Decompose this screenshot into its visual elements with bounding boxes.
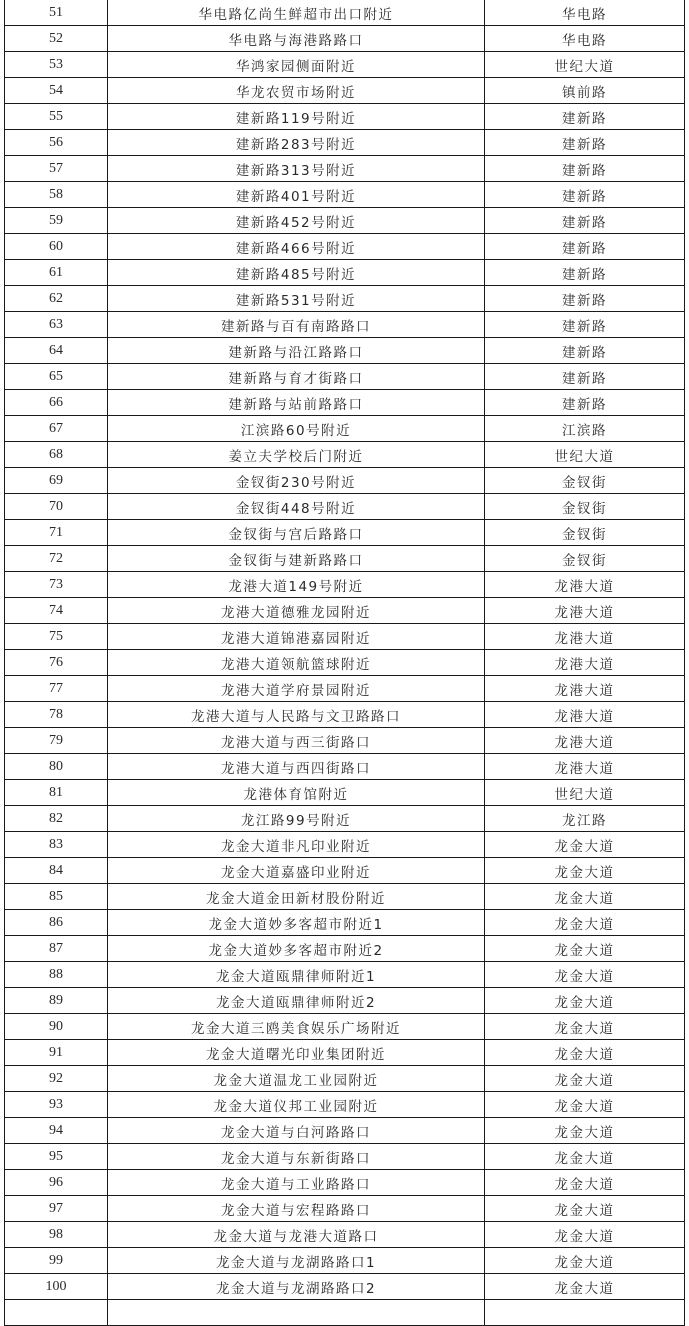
road-cell: 龙金大道 — [485, 1092, 685, 1118]
location-cell: 龙金大道与龙湖路路口1 — [108, 1248, 485, 1274]
table-row — [5, 442, 685, 468]
location-cell: 龙港大道锦港嘉园附近 — [108, 624, 485, 650]
location-cell: 金钗街448号附近 — [108, 494, 485, 520]
row-number-cell: 96 — [5, 1170, 108, 1196]
location-cell: 龙金大道温龙工业园附近 — [108, 1066, 485, 1092]
road-cell: 龙金大道 — [485, 910, 685, 936]
location-cell: 江滨路60号附近 — [108, 416, 485, 442]
location-cell: 龙金大道三鸥美食娱乐广场附近 — [108, 1014, 485, 1040]
row-number-cell: 59 — [5, 208, 108, 234]
location-cell: 龙港大道149号附近 — [108, 572, 485, 598]
table-row — [5, 598, 685, 624]
location-cell — [108, 1300, 485, 1326]
road-cell: 建新路 — [485, 260, 685, 286]
road-cell — [485, 1300, 685, 1326]
road-cell: 世纪大道 — [485, 780, 685, 806]
row-number-cell: 95 — [5, 1144, 108, 1170]
road-cell: 建新路 — [485, 338, 685, 364]
table-row — [5, 832, 685, 858]
row-number-cell: 100 — [5, 1274, 108, 1300]
row-number-cell: 75 — [5, 624, 108, 650]
road-cell: 建新路 — [485, 182, 685, 208]
location-cell: 龙港大道与西三街路口 — [108, 728, 485, 754]
table-row — [5, 1300, 685, 1326]
location-cell: 龙金大道妙多客超市附近2 — [108, 936, 485, 962]
location-cell: 龙金大道非凡印业附近 — [108, 832, 485, 858]
table-row — [5, 390, 685, 416]
location-cell: 华龙农贸市场附近 — [108, 78, 485, 104]
row-number-cell: 65 — [5, 364, 108, 390]
location-cell: 建新路485号附近 — [108, 260, 485, 286]
table-row — [5, 676, 685, 702]
row-number-cell: 52 — [5, 26, 108, 52]
location-cell: 金钗街与宫后路路口 — [108, 520, 485, 546]
row-number-cell: 89 — [5, 988, 108, 1014]
location-cell: 龙金大道与龙湖路路口2 — [108, 1274, 485, 1300]
row-number-cell: 74 — [5, 598, 108, 624]
row-number-cell: 66 — [5, 390, 108, 416]
table-row — [5, 1066, 685, 1092]
location-cell: 龙金大道瓯鼎律师附近1 — [108, 962, 485, 988]
location-cell: 建新路466号附近 — [108, 234, 485, 260]
table-row — [5, 650, 685, 676]
table-row — [5, 1040, 685, 1066]
row-number-cell: 76 — [5, 650, 108, 676]
road-cell: 龙金大道 — [485, 962, 685, 988]
row-number-cell: 70 — [5, 494, 108, 520]
row-number-cell: 69 — [5, 468, 108, 494]
location-cell: 建新路与沿江路路口 — [108, 338, 485, 364]
table-row — [5, 728, 685, 754]
row-number-cell — [5, 1300, 108, 1326]
table-row — [5, 1274, 685, 1300]
table-row — [5, 260, 685, 286]
table-row — [5, 104, 685, 130]
road-cell: 龙金大道 — [485, 1014, 685, 1040]
road-cell: 金钗街 — [485, 546, 685, 572]
row-number-cell: 80 — [5, 754, 108, 780]
row-number-cell: 56 — [5, 130, 108, 156]
road-cell: 龙金大道 — [485, 1118, 685, 1144]
table-row — [5, 988, 685, 1014]
table-row — [5, 1092, 685, 1118]
location-cell: 龙金大道与宏程路路口 — [108, 1196, 485, 1222]
table-row — [5, 208, 685, 234]
table-row — [5, 1248, 685, 1274]
table-row — [5, 572, 685, 598]
row-number-cell: 63 — [5, 312, 108, 338]
table-row — [5, 806, 685, 832]
location-cell: 龙港体育馆附近 — [108, 780, 485, 806]
row-number-cell: 51 — [5, 0, 108, 26]
row-number-cell: 98 — [5, 1222, 108, 1248]
table-row — [5, 338, 685, 364]
road-cell: 龙金大道 — [485, 858, 685, 884]
location-cell: 姜立夫学校后门附近 — [108, 442, 485, 468]
location-cell: 龙江路99号附近 — [108, 806, 485, 832]
table-row — [5, 468, 685, 494]
table-row — [5, 156, 685, 182]
road-cell: 龙港大道 — [485, 624, 685, 650]
row-number-cell: 92 — [5, 1066, 108, 1092]
road-cell: 建新路 — [485, 130, 685, 156]
row-number-cell: 81 — [5, 780, 108, 806]
row-number-cell: 93 — [5, 1092, 108, 1118]
table-row — [5, 1196, 685, 1222]
table-row — [5, 416, 685, 442]
road-cell: 龙金大道 — [485, 988, 685, 1014]
row-number-cell: 77 — [5, 676, 108, 702]
location-cell: 龙金大道仪邦工业园附近 — [108, 1092, 485, 1118]
location-cell: 龙金大道嘉盛印业附近 — [108, 858, 485, 884]
location-table — [4, 0, 685, 1326]
road-cell: 龙金大道 — [485, 1066, 685, 1092]
row-number-cell: 58 — [5, 182, 108, 208]
table-row — [5, 234, 685, 260]
row-number-cell: 79 — [5, 728, 108, 754]
location-cell: 龙金大道与龙港大道路口 — [108, 1222, 485, 1248]
table-row — [5, 52, 685, 78]
location-cell: 龙港大道德雅龙园附近 — [108, 598, 485, 624]
row-number-cell: 54 — [5, 78, 108, 104]
table-row — [5, 130, 685, 156]
table-row — [5, 1144, 685, 1170]
road-cell: 龙金大道 — [485, 832, 685, 858]
table-row — [5, 884, 685, 910]
row-number-cell: 64 — [5, 338, 108, 364]
row-number-cell: 55 — [5, 104, 108, 130]
road-cell: 龙金大道 — [485, 1274, 685, 1300]
table-row — [5, 286, 685, 312]
row-number-cell: 57 — [5, 156, 108, 182]
location-cell: 龙金大道与白河路路口 — [108, 1118, 485, 1144]
location-cell: 华电路与海港路路口 — [108, 26, 485, 52]
row-number-cell: 60 — [5, 234, 108, 260]
location-cell: 华电路亿尚生鲜超市出口附近 — [108, 0, 485, 26]
road-cell: 龙港大道 — [485, 754, 685, 780]
table-row — [5, 1170, 685, 1196]
row-number-cell: 62 — [5, 286, 108, 312]
table-row — [5, 546, 685, 572]
road-cell: 龙港大道 — [485, 702, 685, 728]
table-row — [5, 26, 685, 52]
road-cell: 龙金大道 — [485, 936, 685, 962]
road-cell: 建新路 — [485, 156, 685, 182]
location-cell: 金钗街230号附近 — [108, 468, 485, 494]
table-row — [5, 1118, 685, 1144]
road-cell: 建新路 — [485, 286, 685, 312]
table-row — [5, 624, 685, 650]
location-cell: 龙港大道与人民路与文卫路路口 — [108, 702, 485, 728]
location-cell: 龙港大道与西四街路口 — [108, 754, 485, 780]
table-row — [5, 494, 685, 520]
row-number-cell: 68 — [5, 442, 108, 468]
row-number-cell: 88 — [5, 962, 108, 988]
table-row — [5, 910, 685, 936]
location-cell: 龙金大道与东新街路口 — [108, 1144, 485, 1170]
road-cell: 建新路 — [485, 234, 685, 260]
table-row — [5, 962, 685, 988]
location-cell: 建新路与站前路路口 — [108, 390, 485, 416]
road-cell: 龙港大道 — [485, 572, 685, 598]
row-number-cell: 72 — [5, 546, 108, 572]
location-cell: 建新路119号附近 — [108, 104, 485, 130]
location-cell: 建新路313号附近 — [108, 156, 485, 182]
location-cell: 龙金大道曙光印业集团附近 — [108, 1040, 485, 1066]
location-cell: 龙金大道瓯鼎律师附近2 — [108, 988, 485, 1014]
road-cell: 龙金大道 — [485, 1170, 685, 1196]
row-number-cell: 85 — [5, 884, 108, 910]
location-cell: 龙港大道学府景园附近 — [108, 676, 485, 702]
road-cell: 建新路 — [485, 390, 685, 416]
table-row — [5, 312, 685, 338]
row-number-cell: 71 — [5, 520, 108, 546]
road-cell: 龙港大道 — [485, 676, 685, 702]
table-row — [5, 78, 685, 104]
table-body — [5, 0, 685, 1326]
location-cell: 建新路401号附近 — [108, 182, 485, 208]
location-cell: 建新路283号附近 — [108, 130, 485, 156]
row-number-cell: 84 — [5, 858, 108, 884]
road-cell: 龙港大道 — [485, 650, 685, 676]
location-cell: 建新路531号附近 — [108, 286, 485, 312]
row-number-cell: 91 — [5, 1040, 108, 1066]
table-row — [5, 702, 685, 728]
location-cell: 建新路452号附近 — [108, 208, 485, 234]
row-number-cell: 94 — [5, 1118, 108, 1144]
row-number-cell: 73 — [5, 572, 108, 598]
road-cell: 龙金大道 — [485, 1196, 685, 1222]
road-cell: 建新路 — [485, 104, 685, 130]
road-cell: 龙港大道 — [485, 728, 685, 754]
table-row — [5, 754, 685, 780]
table-row — [5, 1222, 685, 1248]
row-number-cell: 86 — [5, 910, 108, 936]
table-row — [5, 936, 685, 962]
road-cell: 龙金大道 — [485, 1040, 685, 1066]
row-number-cell: 99 — [5, 1248, 108, 1274]
road-cell: 建新路 — [485, 208, 685, 234]
location-cell: 龙金大道与工业路路口 — [108, 1170, 485, 1196]
location-cell: 龙港大道领航篮球附近 — [108, 650, 485, 676]
road-cell: 龙金大道 — [485, 1144, 685, 1170]
row-number-cell: 61 — [5, 260, 108, 286]
road-cell: 镇前路 — [485, 78, 685, 104]
road-cell: 龙江路 — [485, 806, 685, 832]
road-cell: 华电路 — [485, 26, 685, 52]
location-cell: 龙金大道妙多客超市附近1 — [108, 910, 485, 936]
row-number-cell: 83 — [5, 832, 108, 858]
road-cell: 金钗街 — [485, 468, 685, 494]
road-cell: 龙港大道 — [485, 598, 685, 624]
table-row — [5, 780, 685, 806]
road-cell: 建新路 — [485, 364, 685, 390]
road-cell: 世纪大道 — [485, 442, 685, 468]
row-number-cell: 78 — [5, 702, 108, 728]
road-cell: 华电路 — [485, 0, 685, 26]
table-row — [5, 0, 685, 26]
road-cell: 世纪大道 — [485, 52, 685, 78]
row-number-cell: 87 — [5, 936, 108, 962]
row-number-cell: 97 — [5, 1196, 108, 1222]
location-cell: 建新路与百有南路路口 — [108, 312, 485, 338]
row-number-cell: 53 — [5, 52, 108, 78]
road-cell: 江滨路 — [485, 416, 685, 442]
table-row — [5, 182, 685, 208]
row-number-cell: 90 — [5, 1014, 108, 1040]
location-cell: 华鸿家园侧面附近 — [108, 52, 485, 78]
road-cell: 金钗街 — [485, 494, 685, 520]
table-row — [5, 520, 685, 546]
row-number-cell: 67 — [5, 416, 108, 442]
table-row — [5, 1014, 685, 1040]
row-number-cell: 82 — [5, 806, 108, 832]
road-cell: 龙金大道 — [485, 884, 685, 910]
road-cell: 金钗街 — [485, 520, 685, 546]
road-cell: 龙金大道 — [485, 1222, 685, 1248]
location-cell: 金钗街与建新路路口 — [108, 546, 485, 572]
table-row — [5, 858, 685, 884]
road-cell: 龙金大道 — [485, 1248, 685, 1274]
location-cell: 龙金大道金田新材股份附近 — [108, 884, 485, 910]
road-cell: 建新路 — [485, 312, 685, 338]
location-cell: 建新路与育才街路口 — [108, 364, 485, 390]
table-row — [5, 364, 685, 390]
